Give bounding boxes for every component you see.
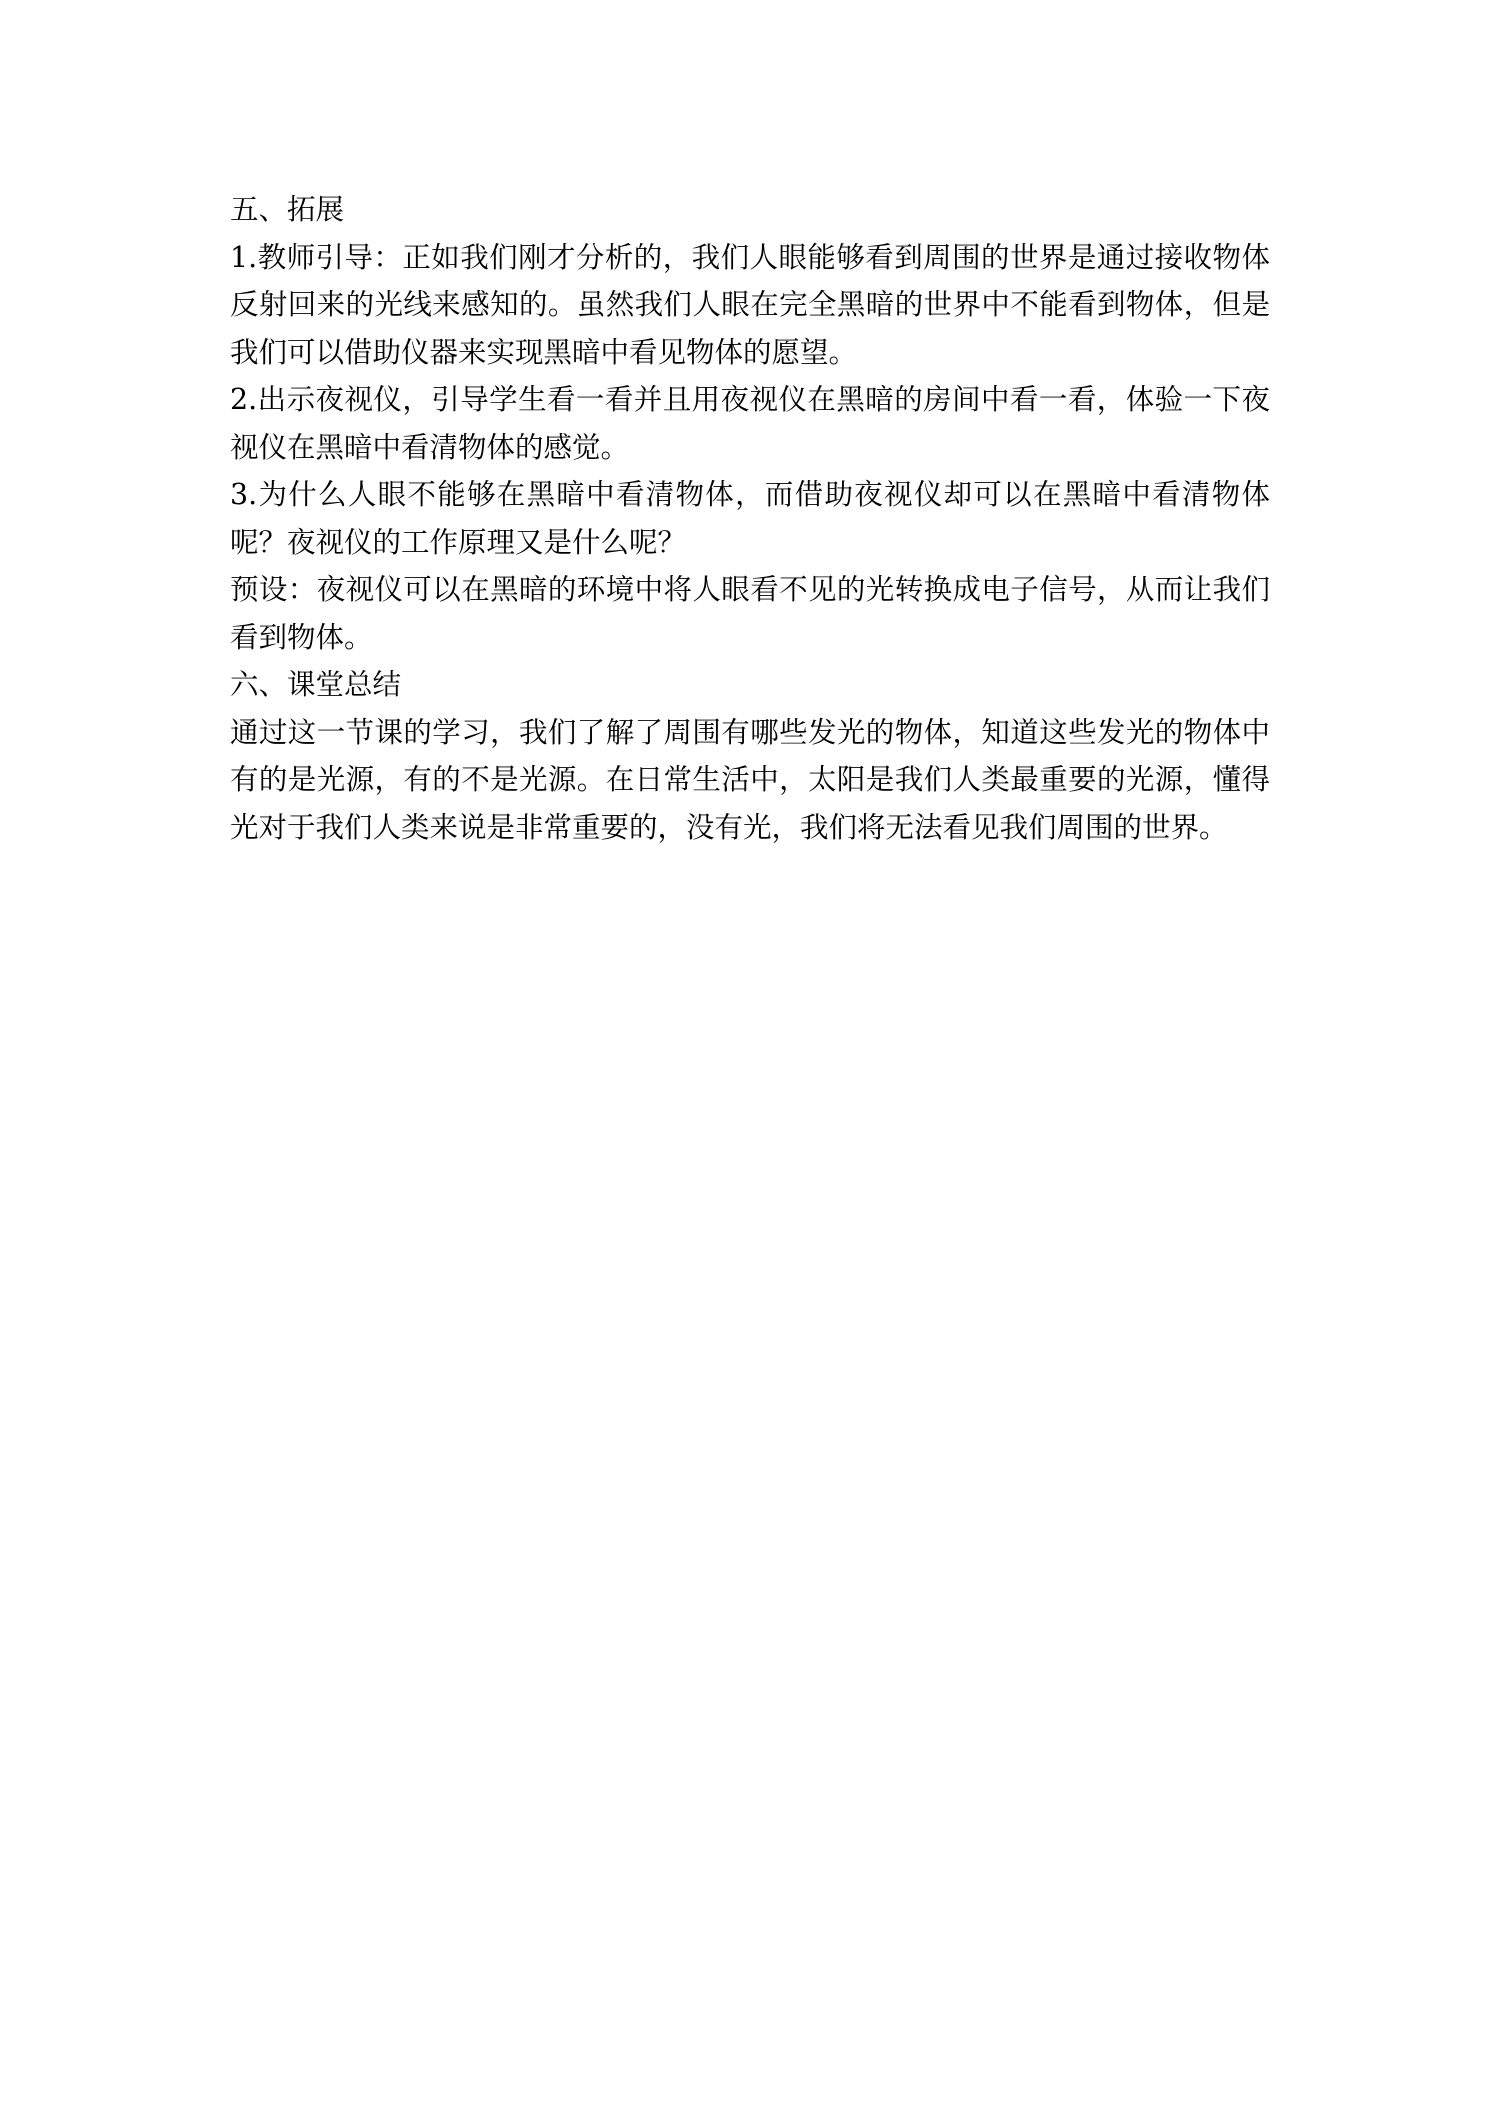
section-heading-summary: 六、课堂总结	[230, 668, 402, 701]
document-page	[230, 186, 1270, 851]
paragraph-preset-answer: 预设：夜视仪可以在黑暗的环境中将人眼看不见的光转换成电子信号，从而让我们看到物体。	[230, 573, 1270, 654]
section-heading-extension: 五、拓展	[230, 193, 345, 226]
paragraph-summary: 通过这一节课的学习，我们了解了周围有哪些发光的物体，知道这些发光的物体中有的是光源，有的不是光源。在日常生活中，太阳是我们人类最重要的光源，懂得光对于我们人类来说是非常重要的，没有光，我们将无法看见我们周围的世界。	[230, 715, 1270, 844]
paragraph-teacher-guidance: 1.教师引导：正如我们刚才分析的，我们人眼能够看到周围的世界是通过接收物体反射回来的光线来感知的。虽然我们人眼在完全黑暗的世界中不能看到物体，但是我们可以借助仪器来实现黑暗中看见物体的愿望。	[230, 240, 1270, 369]
paragraph-night-vision-demo: 2.出示夜视仪，引导学生看一看并且用夜视仪在黑暗的房间中看一看，体验一下夜视仪在黑暗中看清物体的感觉。	[230, 383, 1270, 464]
paragraph-question: 3.为什么人眼不能够在黑暗中看清物体，而借助夜视仪却可以在黑暗中看清物体呢？夜视仪的工作原理又是什么呢？	[230, 478, 1270, 559]
